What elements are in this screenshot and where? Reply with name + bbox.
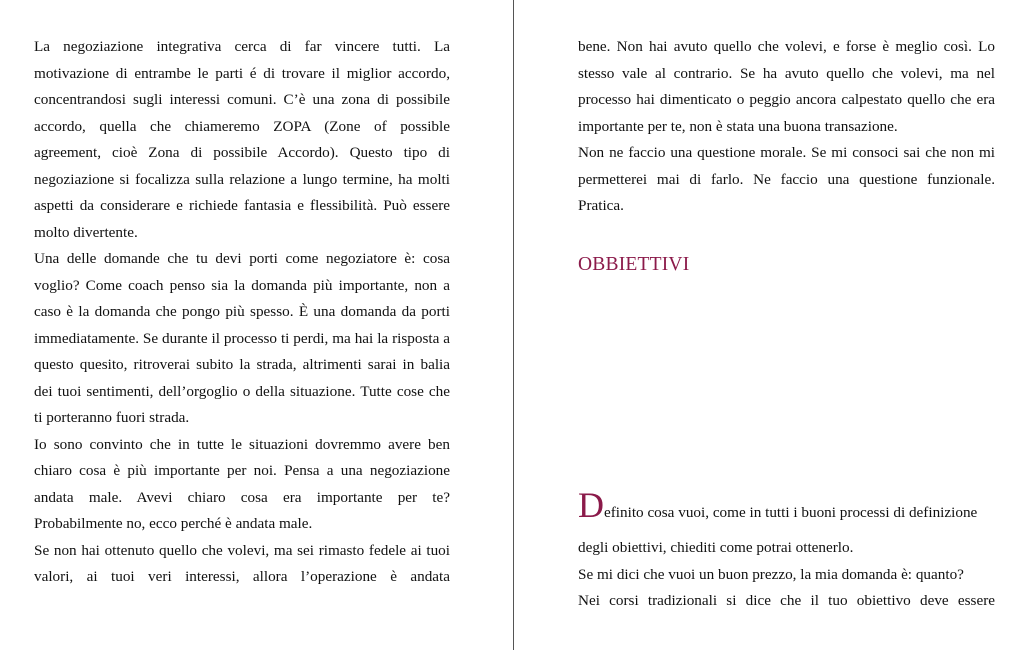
paragraph: Nei corsi tradizionali si dice che il tuo obiettivo deve essere — [578, 592, 995, 609]
paragraph: Non ne faccio una questione morale. Se mi consoci sai che non mi permetterei mai di farlo. Ne faccio una questione funzionale. Pratica. — [578, 144, 995, 214]
section-heading: OBBIETTIVI — [578, 254, 690, 275]
right-page-bottom-text — [578, 487, 995, 615]
drop-cap: D — [578, 485, 604, 525]
paragraph: La negoziazione integrativa cerca di far vincere tutti. La motivazione di entrambe le parti é di trovare il miglior accordo, concentrandosi sugli interessi comuni. C’è una zona di possibile accordo, quella che chiameremo ZOPA (Zone of possible agreement, cioè Zona di possibile Accordo). Questo tipo di negoziazione si focalizza sulla relazione a lungo termine, ha molti aspetti da considerare e richiede fantasia e flessibilità. Può essere molto divertente. — [34, 38, 450, 241]
paragraph: Se non hai ottenuto quello che volevi, ma sei rimasto fedele ai tuoi valori, ai tuoi veri interessi, allora l’operazione è andata — [34, 541, 450, 585]
left-page — [0, 0, 513, 650]
right-page-top-text — [578, 34, 995, 220]
paragraph: Una delle domande che tu devi porti come negoziatore è: cosa voglio? Come coach penso sia la domanda più importante, non a caso è la domanda che pongo più spesso. È una domanda da porti immediatamente. Se durante il processo ti perdi, ma hai la risposta a questo quesito, ritroverai subito la strada, altrimenti sarai in balia dei tuoi sentimenti, dell’orgoglio o della situazione. Tutte cose che ti porteranno fuori strada. — [34, 250, 450, 426]
paragraph: Io sono convinto che in tutte le situazioni dovremmo avere ben chiaro cosa è più importante per noi. Pensa a una negoziazione andata male. Avevi chiaro cosa era importante per te? Probabilmente no, ecco perché è andata male. — [34, 435, 450, 532]
paragraph: degli obiettivi, chiediti come potrai ottenerlo. — [578, 539, 854, 556]
paragraph: bene. Non hai avuto quello che volevi, e forse è meglio così. Lo stesso vale al contrario. Se ha avuto quello che volevi, ma nel processo hai dimenticato o peggio ancora calpestato quello che era importante per te, non è stata una buona transazione. — [578, 38, 995, 135]
left-page-text — [34, 34, 450, 591]
dropcap-paragraph — [578, 487, 995, 535]
right-page — [514, 0, 1027, 650]
paragraph: Se mi dici che vuoi un buon prezzo, la mia domanda è: quanto? — [578, 565, 964, 583]
dropcap-line-text: efinito cosa vuoi, come in tutti i buoni processi di definizione — [604, 504, 978, 521]
